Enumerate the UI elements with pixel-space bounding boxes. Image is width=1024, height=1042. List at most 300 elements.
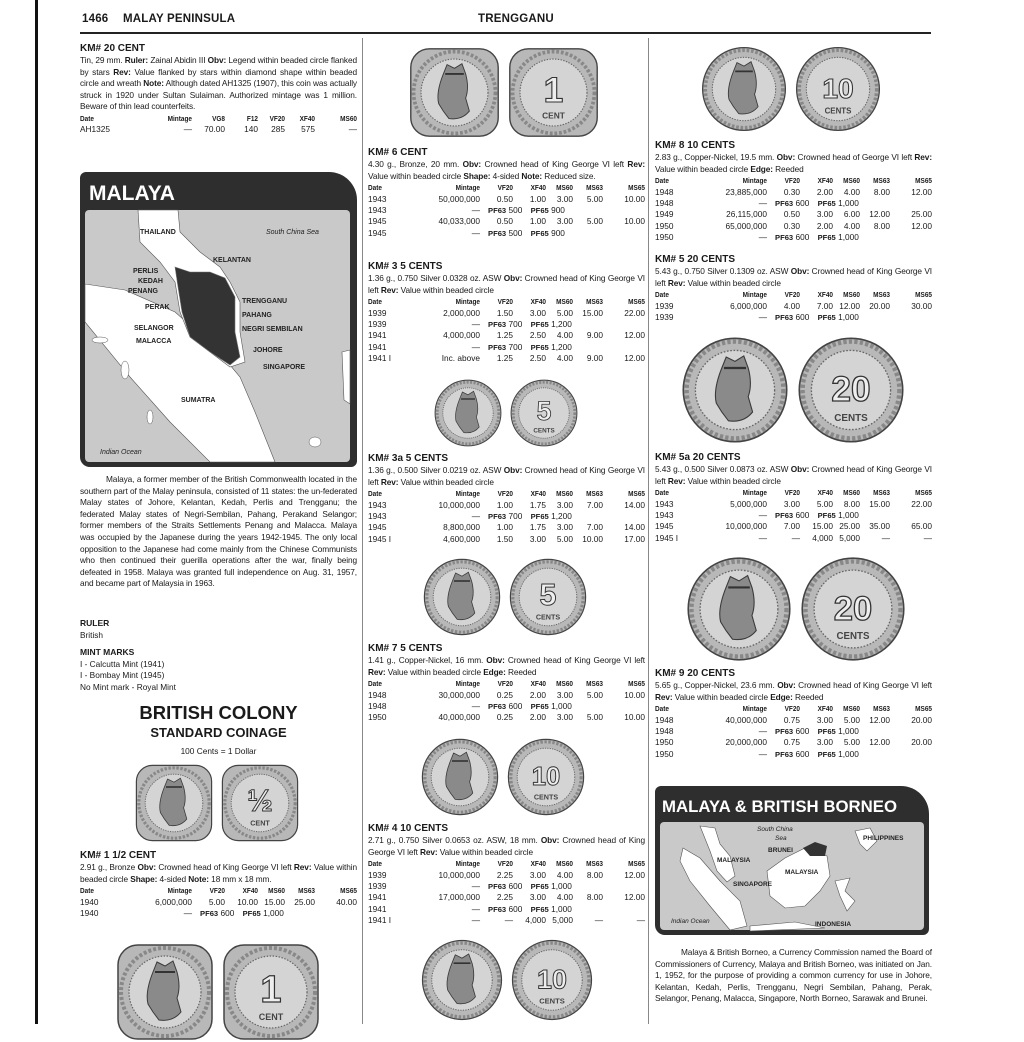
description-label: Rev:	[293, 862, 312, 872]
proof-grade: PF65	[817, 749, 836, 759]
column-header: MS65	[915, 290, 932, 300]
value-cell: 20.00	[869, 300, 890, 311]
mintage-cell: —	[758, 510, 767, 520]
column-header: MS65	[915, 704, 932, 714]
column-header: Mintage	[455, 183, 480, 193]
value-cell: 285	[271, 124, 285, 135]
table-row	[368, 881, 645, 892]
value-cell: 40,000,000	[725, 714, 767, 725]
value-cell: 3.00	[783, 498, 800, 509]
value-cell: 40,033,000	[438, 216, 480, 227]
value-cell: 575	[301, 124, 315, 135]
map-label: MALAYSIA	[717, 857, 751, 864]
map-label: South China Sea	[266, 229, 319, 236]
description-text: 1.36 g., 0.750 Silver 0.0328 oz. ASW	[368, 273, 504, 283]
proof-value: 600	[795, 312, 810, 322]
value-cell: 3.00	[529, 307, 546, 318]
map-label: KEDAH	[138, 278, 163, 285]
column-header: Date	[655, 488, 669, 498]
proof-grade: PF63	[775, 233, 794, 243]
description-text: Reeded	[505, 666, 537, 677]
table-row	[80, 897, 357, 908]
proof-value: 700	[508, 511, 523, 521]
column-header: Mintage	[742, 488, 767, 498]
column-header: XF40	[530, 489, 546, 499]
description-text: Value within beaded circle	[437, 846, 533, 857]
map-title: MALAYA	[89, 182, 175, 205]
proof-value: 600	[795, 232, 810, 243]
column-header: Mintage	[455, 489, 480, 499]
coin-denomination: 20	[833, 589, 873, 628]
table-row	[655, 301, 932, 312]
description-text: Although dated AH1325 (1907), this coin was actually struck in 1920 under Sultan Sulaiman. Authorized mintage was 1 million. Beware of thin lead counterfeits.	[80, 78, 357, 112]
value-cell: 3.00	[556, 193, 573, 204]
column-header: MS65	[915, 488, 932, 498]
ruler-heading: RULER	[80, 618, 110, 628]
value-cell: 5.00	[586, 689, 603, 700]
value-cell: 15.00	[812, 521, 833, 532]
proof-grade: PF63	[488, 320, 507, 329]
date-cell: 1941	[368, 341, 387, 352]
entry-description	[655, 464, 932, 487]
coin-denomination: 1	[260, 969, 282, 1011]
value-cell: 10.00	[624, 689, 645, 700]
description-text: Legend within beaded circle flanked by stars	[80, 55, 357, 77]
column-header: MS60	[843, 704, 860, 714]
coin-obverse	[136, 765, 211, 840]
value-cell: 1.50	[496, 307, 513, 318]
ruler-section	[80, 618, 357, 647]
description-label: Rev:	[420, 846, 438, 857]
column-header: Mintage	[742, 290, 767, 300]
description-label: Edge:	[750, 163, 773, 174]
proof-grade: PF65	[530, 702, 549, 711]
colony-title: BRITISH COLONY	[139, 702, 298, 723]
column-header: MS65	[915, 176, 932, 186]
column-header: VF20	[784, 290, 800, 300]
value-cell: 8.00	[586, 892, 603, 903]
description-label: Rev:	[914, 152, 932, 162]
proof-grade: PF63	[488, 512, 507, 521]
value-cell: 4.00	[556, 869, 573, 880]
coin-denomination: 5	[539, 578, 557, 612]
table-row	[368, 712, 645, 723]
description-label: Rev:	[113, 66, 131, 77]
value-cell: 30.00	[911, 300, 932, 311]
state-title: TRENGGANU	[478, 13, 554, 25]
value-cell: 50,000,000	[438, 193, 480, 204]
proof-values	[480, 342, 645, 353]
coinage-subtitle: STANDARD COINAGE	[150, 725, 287, 740]
value-cell: 4,000,000	[443, 330, 480, 341]
entry-heading: KM# 4 10 CENTS	[368, 823, 449, 834]
proof-values	[480, 881, 645, 892]
coin-obverse	[424, 559, 499, 634]
value-cell: 1.75	[529, 522, 546, 533]
column-header: VF20	[497, 297, 513, 307]
coin-unit: CENTS	[535, 612, 561, 622]
map-label: THAILAND	[140, 229, 176, 236]
value-cell: 8.00	[873, 186, 890, 197]
description-label: Obv:	[486, 655, 505, 665]
table-row	[368, 915, 645, 926]
entry-description	[368, 655, 645, 678]
column-header: VF20	[497, 679, 513, 689]
proof-values	[480, 701, 645, 712]
coin-images	[368, 737, 645, 823]
value-cell: 1945 I	[368, 533, 392, 544]
column-header: VF20	[497, 183, 513, 193]
malaya-intro: Malaya, a former member of the British Commonwealth located in the southern part of the Malay peninsula, consisted of 11 states: the un-federated Malay states of Johore, Kelantan, Kedah, Perlis and Trengganu; the federated Malay states of Negri-Sembilan, Pahang, Perakand Selangor; former members of the Straits Settlements Penang and Malacca. Malaya was occupied by the Japanese during the years 1942-1945. The only local opposition to the Japanese had come mainly from the Chinese Communists who then continued their guerilla operations after the war, finally being defeated in 1958. Malaya was granted full independence on Aug. 31, 1957, and became part of Malaysia in 1963.	[80, 474, 357, 589]
proof-values	[767, 312, 932, 323]
mint-marks-heading: MINT MARKS	[80, 647, 135, 657]
table-row	[368, 308, 645, 319]
proof-grade: PF63	[488, 702, 507, 711]
coin-obverse	[423, 941, 502, 1020]
value-cell: 1939	[368, 307, 387, 318]
description-label: Edge:	[770, 691, 793, 702]
table-row	[655, 221, 932, 232]
column-header: MS63	[586, 297, 603, 307]
entry-description	[368, 159, 645, 182]
description-text: Tin, 29 mm.	[80, 55, 125, 65]
column-header: XF40	[817, 488, 833, 498]
value-cell: 3.00	[556, 689, 573, 700]
value-cell: —	[471, 915, 480, 926]
column-header: MS65	[628, 297, 645, 307]
table-header	[655, 289, 932, 300]
description-label: Obv:	[503, 273, 523, 283]
value-cell: 40.00	[336, 896, 357, 907]
proof-grade: PF63	[775, 511, 794, 520]
description-label: Edge:	[483, 666, 506, 677]
description-text: Value within beaded circle	[398, 476, 494, 487]
proof-grade: PF65	[530, 904, 549, 914]
table-row	[368, 511, 645, 522]
value-cell: 1948	[655, 714, 674, 725]
page-edge	[35, 0, 38, 1024]
proof-value: 1,000	[551, 701, 572, 711]
ruler-value: British	[80, 629, 104, 640]
column-header: MS63	[586, 859, 603, 869]
column-divider	[648, 38, 649, 1024]
value-cell: 1939	[368, 869, 387, 880]
value-cell: 10.00	[582, 533, 603, 544]
value-cell: 12.00	[839, 300, 860, 311]
coin-images	[80, 763, 357, 850]
table-row	[655, 209, 932, 220]
coin-reverse	[508, 739, 583, 814]
proof-grade: PF63	[775, 749, 794, 759]
value-cell: 1.00	[496, 522, 513, 533]
coin-obverse	[118, 945, 212, 1039]
proof-value: 900	[551, 227, 565, 238]
column-header: Mintage	[455, 297, 480, 307]
date-cell: 1948	[368, 701, 387, 711]
value-cell: 65.00	[911, 521, 932, 532]
column-header: Date	[368, 297, 382, 307]
proof-value: 1,000	[263, 908, 284, 918]
map-label: JOHORE	[253, 347, 283, 354]
description-text: 1.36 g., 0.500 Silver 0.0219 oz. ASW	[368, 465, 504, 475]
value-cell: 0.50	[496, 193, 513, 204]
proof-values	[480, 904, 645, 915]
column-1	[80, 43, 357, 1042]
value-cell: 4.00	[843, 220, 860, 231]
column-header: MS63	[586, 183, 603, 193]
column-header: Date	[368, 859, 382, 869]
description-text: 2.91 g., Bronze	[80, 862, 138, 872]
coin-obverse	[435, 380, 501, 446]
description-label: Rev:	[380, 476, 399, 487]
map-title: MALAYA & BRITISH BORNEO	[662, 797, 897, 816]
entry-description	[655, 152, 932, 175]
mintage-cell: —	[471, 903, 480, 914]
coin-obverse	[422, 739, 497, 814]
value-cell: 1950	[655, 737, 674, 748]
description-text: Reduced size.	[542, 170, 596, 181]
date-cell: 1939	[368, 319, 387, 329]
description-label: Obv:	[503, 465, 523, 475]
value-cell: 0.30	[783, 186, 800, 197]
value-cell: 1948	[368, 689, 387, 700]
map-label: TRENGGANU	[242, 298, 288, 305]
description-text: Crowned head of King George VI left	[368, 465, 645, 487]
proof-value: 500	[508, 205, 523, 215]
table-row	[368, 870, 645, 881]
description-label: Shape:	[130, 873, 158, 884]
proof-values	[480, 228, 645, 239]
description-text: Value within beaded circle	[385, 666, 484, 677]
proof-grade: PF63	[488, 228, 507, 238]
mintage-cell: —	[471, 881, 480, 891]
description-label: Obv:	[790, 464, 810, 474]
value-cell: 2.00	[529, 689, 546, 700]
description-text: Crowned head of King George VI left	[368, 835, 645, 857]
coin-reverse	[797, 48, 880, 131]
table-row	[368, 534, 645, 545]
coin-obverse	[703, 48, 786, 131]
value-cell: 10.00	[237, 896, 258, 907]
column-header: XF40	[299, 113, 315, 123]
value-cell: 0.25	[496, 689, 513, 700]
column-header: XF40	[530, 297, 546, 307]
column-header: XF40	[530, 183, 546, 193]
table-row	[655, 187, 932, 198]
proof-grade: PF65	[242, 909, 261, 918]
column-header: VF20	[497, 859, 513, 869]
value-cell: 6,000,000	[730, 300, 767, 311]
column-header: MS63	[873, 488, 890, 498]
coin-images	[368, 378, 645, 453]
malaya-map-block	[80, 172, 357, 474]
table-row	[655, 510, 932, 521]
value-cell: 12.00	[869, 209, 890, 220]
column-header: MS63	[586, 489, 603, 499]
description-text: 2.71 g., 0.750 Silver 0.0653 oz. ASW, 18 mm.	[368, 835, 541, 845]
value-cell: 2.50	[529, 330, 546, 341]
value-cell: 7.00	[816, 300, 833, 311]
value-cell: 17,000,000	[438, 892, 480, 903]
description-label: Obv:	[540, 835, 560, 845]
value-cell: 1941 I	[368, 915, 392, 926]
value-cell: Inc. above	[441, 353, 480, 364]
column-divider	[362, 38, 363, 1024]
mintage-cell: —	[758, 232, 767, 243]
table-row	[655, 312, 932, 323]
coin-reverse	[513, 941, 592, 1020]
description-text: Value within beaded circle	[672, 691, 771, 702]
description-label: Ruler:	[124, 55, 149, 65]
column-header: MS65	[628, 489, 645, 499]
proof-grade: PF63	[488, 882, 507, 891]
value-cell: 6,000,000	[155, 896, 192, 907]
proof-grade: PF65	[530, 512, 549, 521]
value-cell: —	[183, 124, 192, 135]
value-cell: 5.00	[556, 533, 573, 544]
proof-values	[767, 198, 932, 209]
table-row	[655, 232, 932, 243]
map-label: SINGAPORE	[263, 364, 306, 371]
column-header: XF40	[530, 679, 546, 689]
proof-value: 1,000	[838, 232, 859, 243]
value-cell: 35.00	[869, 521, 890, 532]
coin-denomination: 10	[822, 72, 854, 104]
value-cell: 2.25	[496, 892, 513, 903]
column-header: VF20	[269, 113, 285, 123]
malaya-borneo-map	[655, 786, 929, 935]
coin-reverse	[222, 765, 297, 840]
value-cell: 25.00	[911, 209, 932, 220]
table-row	[655, 726, 932, 737]
column-header: MS63	[586, 679, 603, 689]
description-text: Crowned head of King George VI left	[481, 159, 628, 169]
proof-grade: PF63	[775, 727, 794, 736]
value-cell: 2.00	[816, 220, 833, 231]
map-label: Indian Ocean	[100, 449, 142, 456]
table-header	[655, 703, 932, 714]
section-title: MALAY PENINSULA	[123, 13, 236, 25]
column-header: MS60	[843, 176, 860, 186]
map-label: Sea	[775, 835, 787, 842]
table-header	[655, 175, 932, 186]
column-header: Date	[80, 886, 94, 896]
value-cell: 5.00	[556, 307, 573, 318]
proof-grade: PF63	[488, 342, 507, 352]
table-row	[655, 715, 932, 726]
column-header: XF40	[242, 886, 258, 896]
borneo-map-block	[655, 786, 932, 947]
value-cell: 20,000,000	[725, 737, 767, 748]
value-cell: 1945 I	[655, 532, 679, 543]
coin-images	[655, 555, 932, 668]
value-cell: 1941	[368, 330, 387, 341]
description-label: Rev:	[667, 277, 686, 288]
value-cell: 22.00	[911, 498, 932, 509]
value-cell: 20.00	[911, 714, 932, 725]
coin-unit: CENTS	[539, 996, 565, 1006]
coin-denomination: 20	[831, 370, 871, 409]
description-text: Value flanked by stars within diamond shape within beaded circle and wreath	[80, 66, 358, 89]
table-header	[368, 182, 645, 193]
value-cell: 15.00	[582, 307, 603, 318]
map-label: PHILIPPINES	[863, 835, 904, 842]
value-cell: 3.00	[556, 712, 573, 723]
column-header: VF20	[784, 704, 800, 714]
value-cell: 0.50	[496, 216, 513, 227]
column-header: MS60	[556, 297, 573, 307]
proof-grade: PF65	[817, 313, 836, 322]
date-cell: 1943	[368, 511, 387, 521]
proof-value: 1,000	[838, 726, 859, 736]
description-label: Rev:	[627, 159, 646, 169]
value-cell: 23,885,000	[725, 186, 767, 197]
value-cell: 0.75	[783, 714, 800, 725]
proof-value: 1,000	[838, 510, 859, 520]
table-row	[368, 690, 645, 701]
value-cell: 12.00	[624, 869, 645, 880]
date-cell: 1943	[368, 205, 387, 215]
description-text: 5.43 g., 0.750 Silver 0.1309 oz. ASW	[655, 266, 791, 276]
value-cell: —	[791, 532, 800, 543]
value-cell: 12.00	[911, 220, 932, 231]
value-cell: 3.00	[816, 737, 833, 748]
coin-unit: CENTS	[834, 412, 868, 424]
value-cell: 5.00	[816, 498, 833, 509]
table-row	[368, 353, 645, 364]
value-cell: 8.00	[586, 869, 603, 880]
column-header: VF20	[209, 886, 225, 896]
table-row	[80, 908, 357, 919]
map-label: KELANTAN	[213, 257, 251, 264]
description-text: 5.43 g., 0.500 Silver 0.0873 oz. ASW	[655, 464, 791, 474]
entry-heading: KM# 3 5 CENTS	[368, 261, 443, 272]
value-cell: 1941	[368, 892, 387, 903]
value-cell: 1943	[368, 499, 387, 510]
table-row	[368, 342, 645, 353]
map-label: SUMATRA	[181, 397, 216, 404]
description-label: Obv:	[776, 152, 796, 162]
table-row	[368, 228, 645, 239]
value-cell: 20.00	[911, 737, 932, 748]
map-label: South China	[757, 826, 793, 833]
column-header: MS60	[843, 488, 860, 498]
table-row	[368, 701, 645, 712]
coin-unit: CENTS	[533, 427, 555, 435]
table-header	[80, 885, 357, 896]
catalog-entry	[368, 823, 645, 938]
value-cell: 5.00	[843, 737, 860, 748]
map-label: PENANG	[128, 288, 158, 295]
table-row	[368, 205, 645, 216]
column-header: Mintage	[167, 113, 192, 123]
coin-reverse	[511, 380, 577, 446]
value-cell: 3.00	[529, 533, 546, 544]
value-cell: 5,000	[552, 915, 573, 926]
description-text: 1.41 g., Copper-Nickel, 16 mm.	[368, 655, 487, 665]
description-text: 18 mm x 18 mm.	[208, 873, 272, 884]
value-cell: 3.00	[556, 499, 573, 510]
value-cell: 4,000	[525, 915, 546, 926]
column-header: MS60	[556, 489, 573, 499]
value-cell: 4.00	[556, 892, 573, 903]
date-cell: 1950	[655, 232, 674, 243]
description-text: Crowned head of King George VI left	[795, 680, 932, 690]
proof-values	[767, 232, 932, 243]
description-label: Shape:	[463, 170, 491, 181]
value-cell: 9.00	[586, 330, 603, 341]
value-cell: 1.25	[496, 353, 513, 364]
